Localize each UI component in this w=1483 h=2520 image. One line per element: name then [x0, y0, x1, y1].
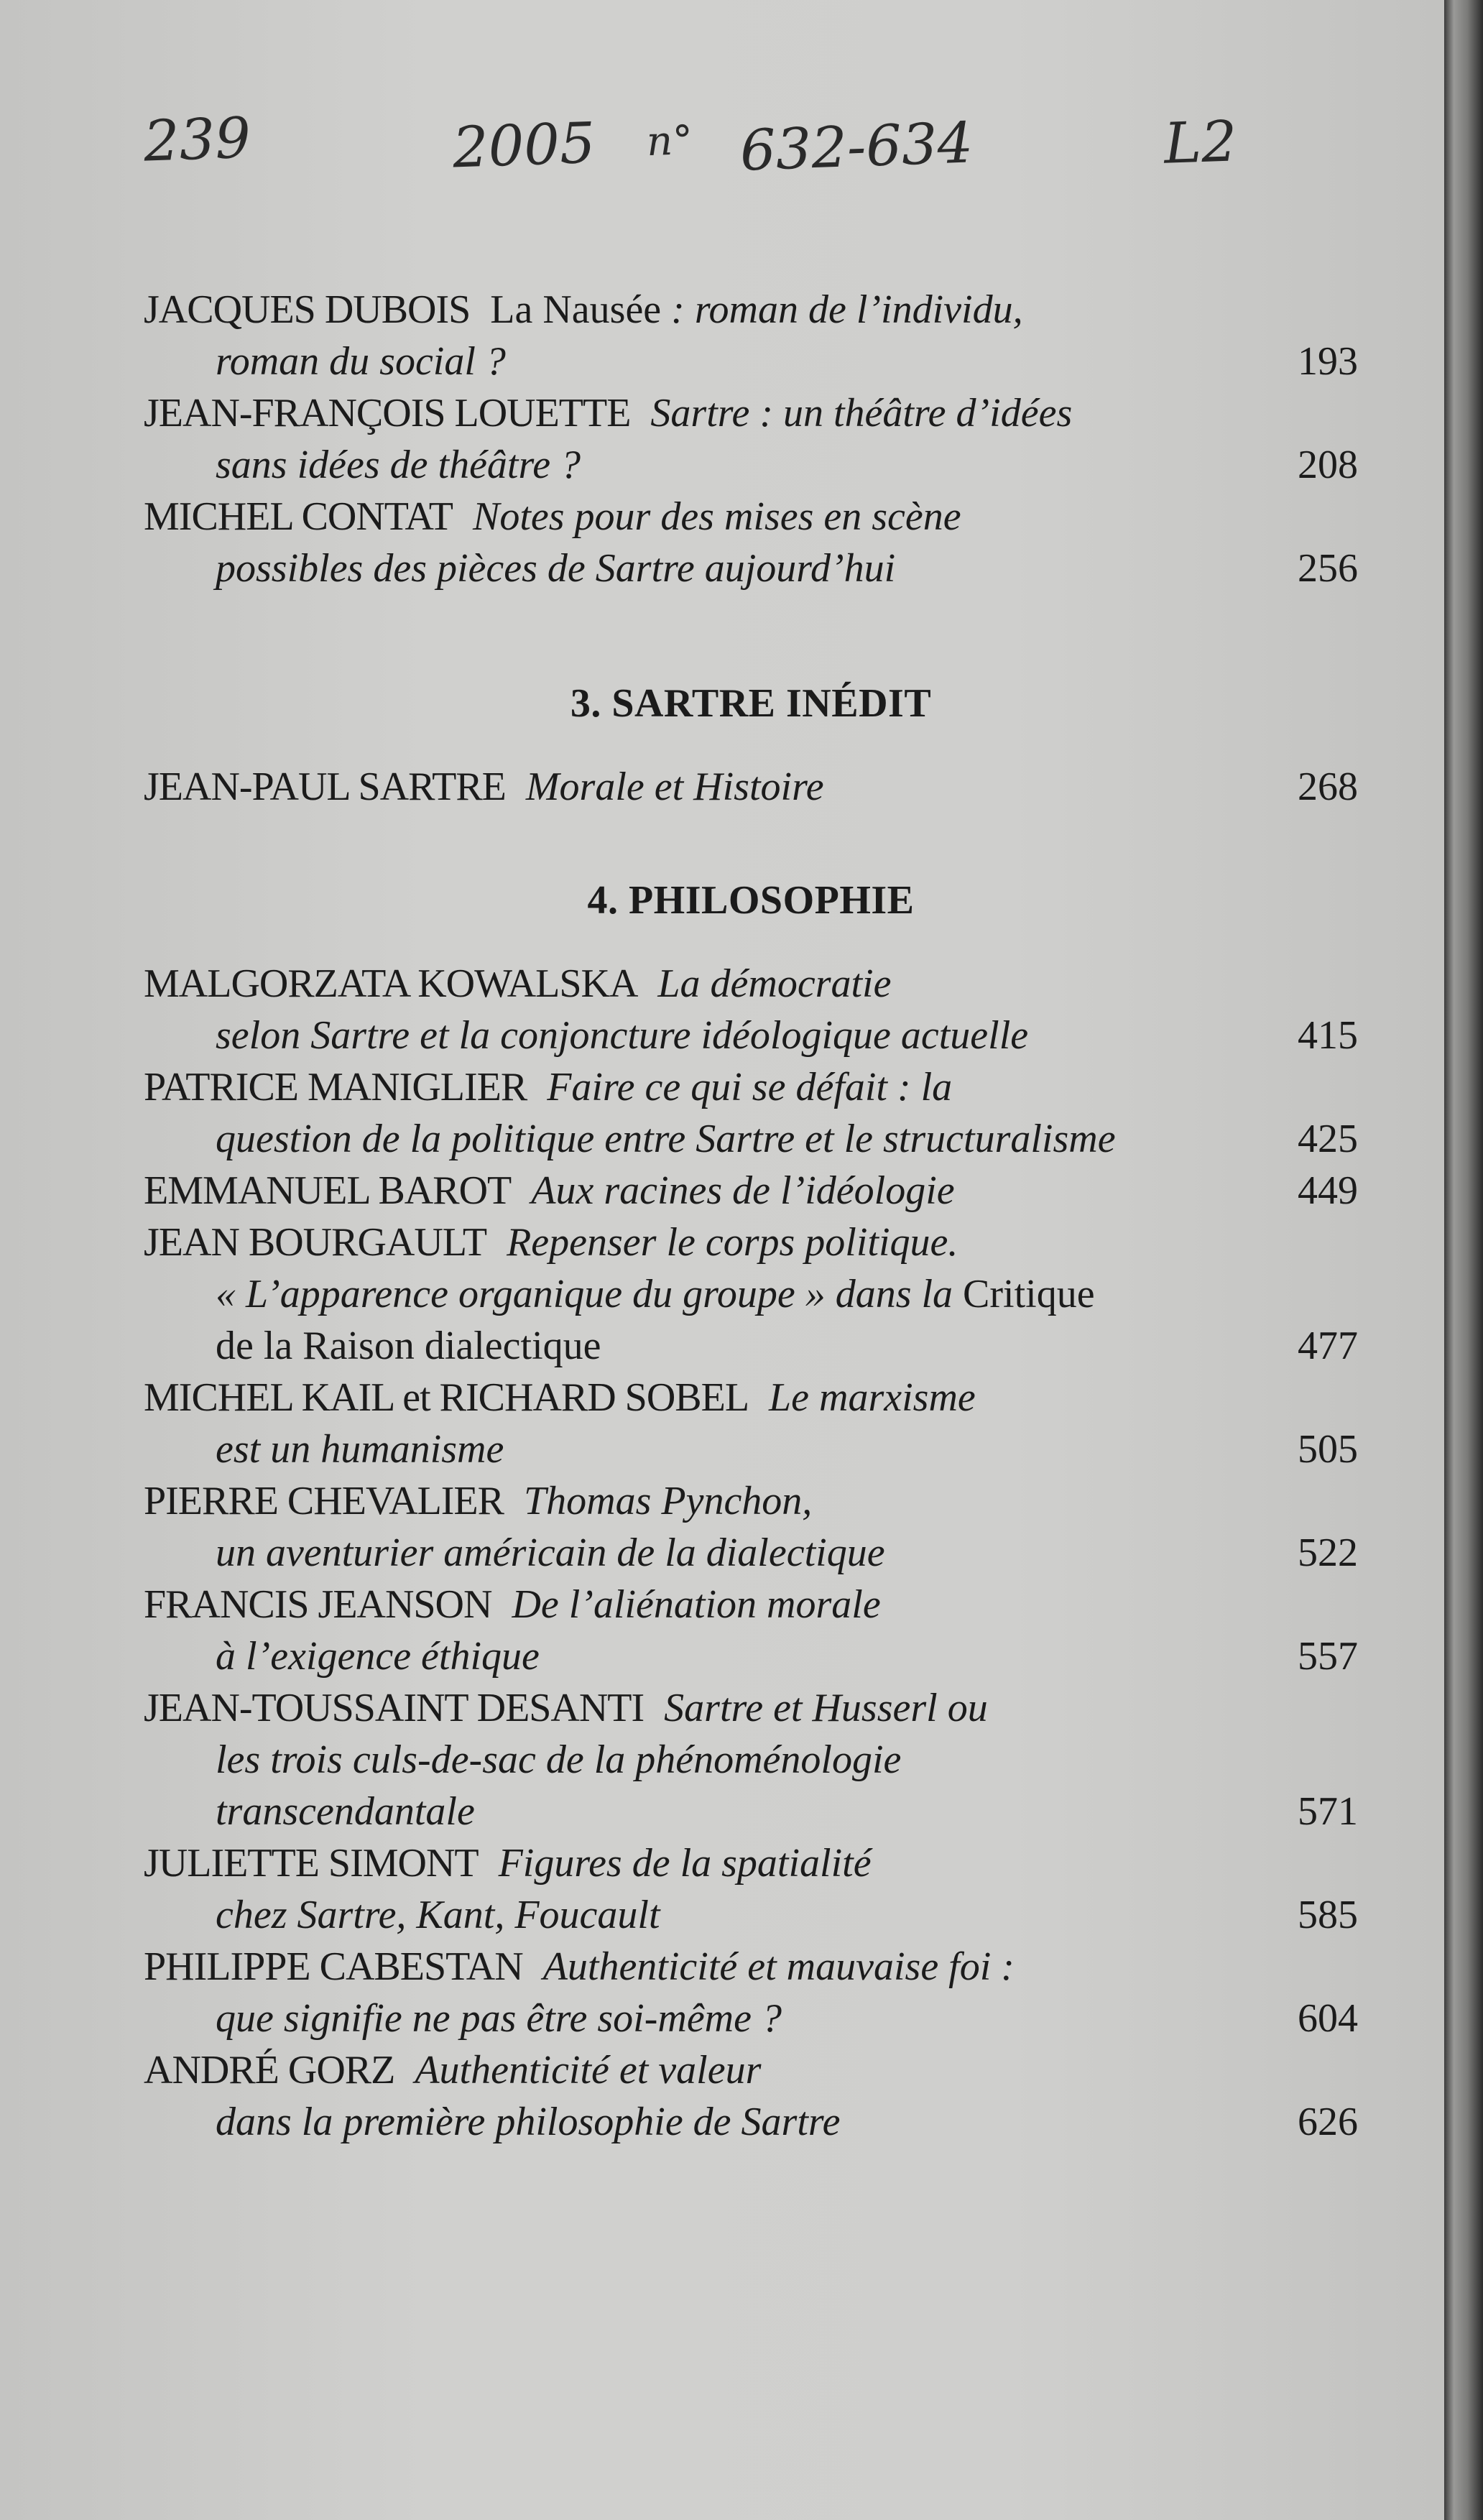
toc-title-continued: un aventurier américain de la dialectique — [216, 1531, 885, 1575]
toc-entry-simont — [144, 1837, 1358, 1941]
toc-page-number: 415 — [1298, 1013, 1358, 1058]
toc-title-continued: possibles des pièces de Sartre aujourd’hui — [216, 546, 896, 591]
section-heading-sartre-inedit: 3. SARTRE INÉDIT — [570, 681, 932, 726]
toc-entry-cabestan — [144, 1941, 1358, 2044]
toc-page-number: 626 — [1298, 2100, 1358, 2144]
toc-author: MALGORZATA KOWALSKA — [144, 961, 638, 1006]
toc-title-continued: transcendantale — [216, 1789, 475, 1834]
toc-page-number: 256 — [1298, 546, 1358, 591]
toc-page-number: 449 — [1298, 1168, 1358, 1213]
toc-entry-jeanson — [144, 1579, 1358, 1682]
toc-title: Authenticité et valeur — [415, 2048, 762, 2092]
toc-title: Notes pour des mises en scène — [472, 494, 961, 539]
toc-entry-maniglier — [144, 1061, 1358, 1165]
toc-title-continued: est un humanisme — [216, 1427, 504, 1472]
handwritten-shelfmark — [144, 108, 1293, 201]
toc-author: JEAN BOURGAULT — [144, 1220, 487, 1265]
toc-page-number: 505 — [1298, 1427, 1358, 1472]
toc-title-continued: les trois culs-de-sac de la phénoménologie — [216, 1737, 902, 1782]
handwritten-year: 2005 — [451, 111, 597, 181]
toc-author: PIERRE CHEVALIER — [144, 1479, 504, 1523]
toc-author: JULIETTE SIMONT — [144, 1841, 479, 1886]
toc-entry-louette — [144, 387, 1358, 491]
toc-entry-kail-sobel — [144, 1372, 1358, 1475]
toc-title-quote: « L’apparence organique du groupe » dans la — [216, 1272, 964, 1316]
toc-entry-sartre — [144, 761, 1358, 813]
toc-title-continued — [144, 1320, 1358, 1372]
toc-title-continued: sans idées de théâtre ? — [216, 443, 581, 487]
handwritten-copy-mark: L2 — [1163, 109, 1238, 177]
toc-title: Sartre et Husserl ou — [664, 1686, 988, 1730]
toc-author: JEAN-TOUSSAINT DESANTI — [144, 1686, 645, 1730]
toc-title-continued: chez Sartre, Kant, Foucault — [216, 1893, 660, 1937]
toc-work-title: de la Raison dialectique — [216, 1324, 601, 1368]
section-heading-philosophie: 4. PHILOSOPHIE — [587, 878, 915, 923]
toc-work-title: Critique — [963, 1272, 1095, 1316]
toc-entry-desanti — [144, 1682, 1358, 1837]
handwritten-shelf-number: 239 — [142, 106, 252, 175]
toc-page-number: 477 — [1298, 1324, 1358, 1368]
toc-page-number: 571 — [1298, 1789, 1358, 1834]
toc-title-continued: roman du social ? — [216, 339, 506, 384]
toc-entry-chevalier — [144, 1475, 1358, 1579]
table-of-contents — [144, 284, 1358, 2148]
toc-title-continued: dans la première philosophie de Sartre — [216, 2100, 841, 2144]
toc-author: JACQUES DUBOIS — [144, 287, 471, 332]
toc-title: Sartre : un théâtre d’idées — [650, 391, 1073, 435]
toc-author: MICHEL CONTAT — [144, 494, 453, 539]
toc-title: Authenticité et mauvaise foi : — [542, 1944, 1015, 1989]
toc-title: Faire ce qui se défait : la — [547, 1065, 953, 1109]
handwritten-issue-numbers: 632-634 — [739, 111, 974, 184]
toc-page-number: 522 — [1298, 1531, 1358, 1575]
toc-page-number: 557 — [1298, 1634, 1358, 1679]
toc-title-continued: question de la politique entre Sartre et le structuralisme — [216, 1117, 1116, 1161]
toc-entry-dubois — [144, 284, 1358, 387]
toc-title-continued: selon Sartre et la conjoncture idéologique actuelle — [216, 1013, 1029, 1058]
toc-title-roman: La Nausée — [490, 287, 662, 332]
toc-title: De l’aliénation morale — [512, 1582, 881, 1627]
toc-title-continued: que signifie ne pas être soi-même ? — [216, 1996, 782, 2041]
toc-author: JEAN-FRANÇOIS LOUETTE — [144, 391, 631, 435]
toc-entry-kowalska — [144, 958, 1358, 1061]
toc-title-continued — [144, 1268, 1358, 1320]
toc-title: Aux racines de l’idéologie — [531, 1168, 955, 1213]
toc-title: Morale et Histoire — [525, 765, 824, 809]
toc-entry-gorz — [144, 2044, 1358, 2148]
toc-title: Thomas Pynchon, — [524, 1479, 813, 1523]
toc-page-number: 193 — [1298, 339, 1358, 384]
toc-entry-barot — [144, 1165, 1358, 1217]
toc-author: MICHEL KAIL et RICHARD SOBEL — [144, 1375, 749, 1420]
toc-author: FRANCIS JEANSON — [144, 1582, 492, 1627]
toc-title: La démocratie — [657, 961, 892, 1006]
toc-entry-contat — [144, 491, 1358, 594]
toc-title: Figures de la spatialité — [498, 1841, 872, 1886]
toc-author: JEAN-PAUL SARTRE — [144, 765, 506, 809]
book-binding-edge — [1444, 0, 1483, 2520]
toc-title: Repenser le corps politique. — [507, 1220, 958, 1265]
handwritten-issue-label: n° — [645, 116, 694, 166]
toc-author: PATRICE MANIGLIER — [144, 1065, 527, 1109]
toc-page-number: 268 — [1298, 765, 1358, 809]
toc-title-continued: à l’exigence éthique — [216, 1634, 540, 1679]
toc-page-number: 585 — [1298, 1893, 1358, 1937]
toc-page-number: 425 — [1298, 1117, 1358, 1161]
toc-title: : roman de l’individu, — [661, 287, 1023, 332]
toc-entry-bourgault — [144, 1217, 1358, 1372]
toc-author: PHILIPPE CABESTAN — [144, 1944, 523, 1989]
toc-author: ANDRÉ GORZ — [144, 2048, 395, 2092]
toc-page-number: 604 — [1298, 1996, 1358, 2041]
toc-page-number: 208 — [1298, 443, 1358, 487]
toc-author: EMMANUEL BAROT — [144, 1168, 512, 1213]
toc-title: Le marxisme — [769, 1375, 976, 1420]
